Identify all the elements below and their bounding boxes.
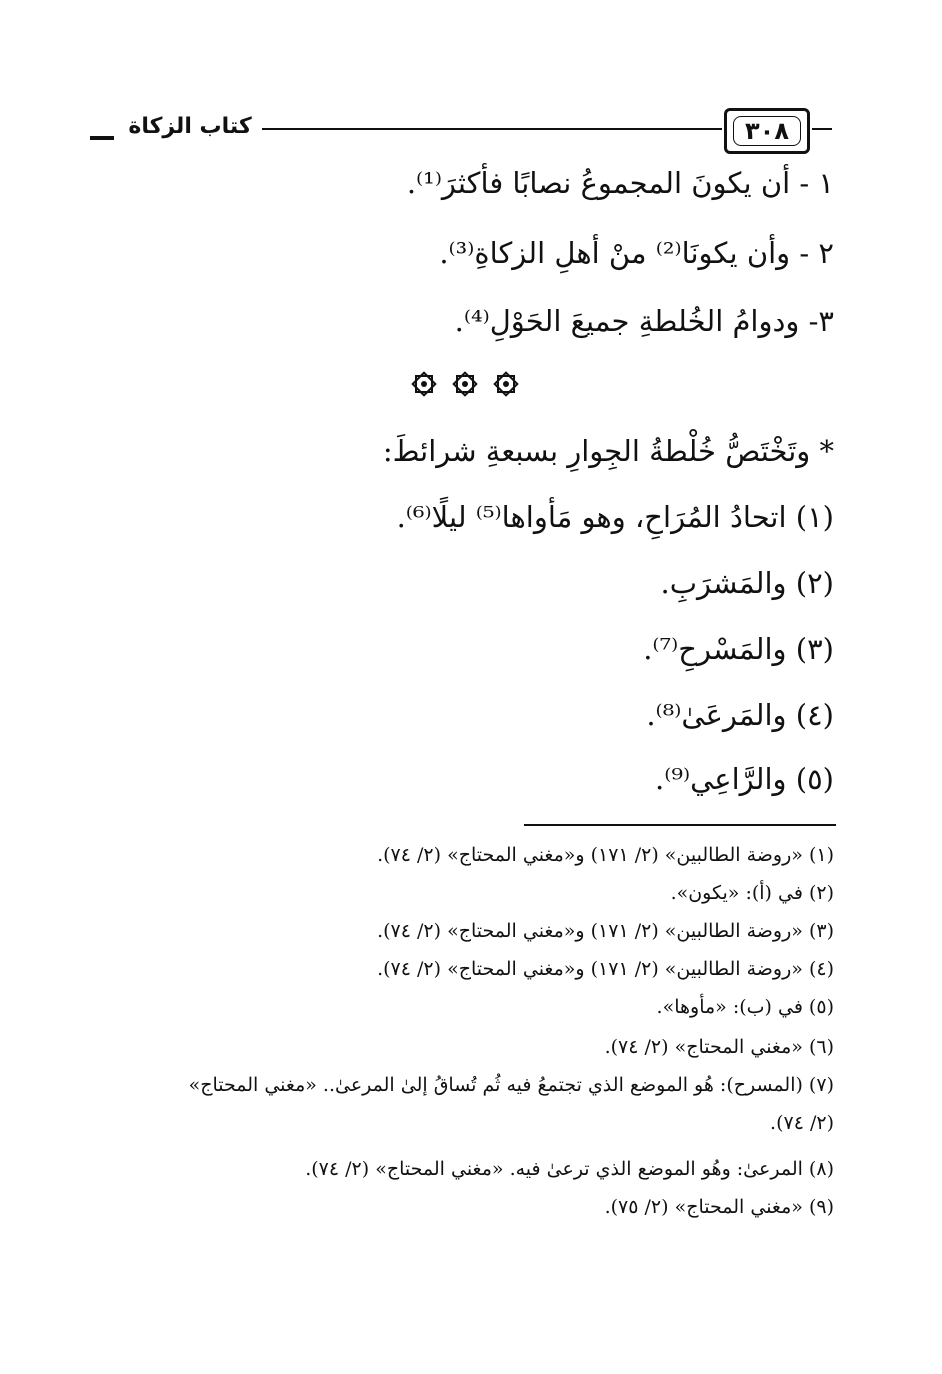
page-number-frame — [724, 108, 810, 154]
footnote: (٩) «مغني المحتاج» (٢/ ٧٥). — [604, 1196, 834, 1218]
footnote: (٧) (المسرح): هُو الموضع الذي تجتمعُ فيه ثُم تُساقُ إلىٰ المرعىٰ.. «مغني المحتاج» — [188, 1074, 834, 1096]
list-item: (١) اتحادُ المُرَاحِ، وهو مَأواها⁽⁵⁾ ليلًا⁽⁶⁾. — [396, 500, 834, 534]
section-divider-ornament — [410, 370, 520, 398]
running-title: كتاب الزكاة — [128, 114, 252, 139]
footnote-continuation: (٢/ ٧٤). — [770, 1112, 834, 1134]
eight-point-star-ornament-icon — [492, 370, 520, 398]
footnote: (٤) «روضة الطالبين» (٢/ ١٧١) و«مغني المحتاج» (٢/ ٧٤). — [377, 958, 834, 980]
footnote: (٨) المرعىٰ: وهُو الموضع الذي ترعىٰ فيه. «مغني المحتاج» (٢/ ٧٤). — [305, 1158, 834, 1180]
section-heading: * وتَخْتَصُّ خُلْطةُ الجِوارِ بسبعةِ شرائطَ: — [382, 434, 834, 468]
condition-line: ٣- ودوامُ الخُلطةِ جميعَ الحَوْلِ⁽⁴⁾. — [454, 304, 834, 338]
footnote: (٥) في (ب): «مأوها». — [656, 996, 834, 1018]
footnote-separator — [524, 824, 836, 826]
condition-line: ٢ - وأن يكونَا⁽²⁾ منْ أهلِ الزكاةِ⁽³⁾. — [439, 236, 834, 270]
footnote: (٣) «روضة الطالبين» (٢/ ١٧١) و«مغني المحتاج» (٢/ ٧٤). — [377, 920, 834, 942]
list-item: (٥) والرَّاعِي⁽⁹⁾. — [655, 762, 834, 796]
footnote: (١) «روضة الطالبين» (٢/ ١٧١) و«مغني المحتاج» (٢/ ٧٤). — [377, 844, 834, 866]
eight-point-star-ornament-icon — [451, 370, 479, 398]
footnote: (٦) «مغني المحتاج» (٢/ ٧٤). — [604, 1036, 834, 1058]
header-rule-right — [812, 128, 832, 130]
page-number: ٣٠٨ — [733, 116, 801, 146]
list-item: (٤) والمَرعَىٰ⁽⁸⁾. — [646, 698, 834, 732]
eight-point-star-ornament-icon — [410, 370, 438, 398]
header-rule-middle — [262, 128, 722, 130]
footnote: (٢) في (أ): «يكون». — [670, 882, 834, 904]
running-header — [0, 0, 942, 180]
list-item: (٣) والمَسْرحِ⁽⁷⁾. — [643, 632, 834, 666]
condition-line: ١ - أن يكونَ المجموعُ نصابًا فأكثرَ⁽¹⁾. — [406, 166, 834, 200]
header-rule-left — [90, 136, 114, 140]
list-item: (٢) والمَشرَبِ. — [660, 566, 834, 600]
